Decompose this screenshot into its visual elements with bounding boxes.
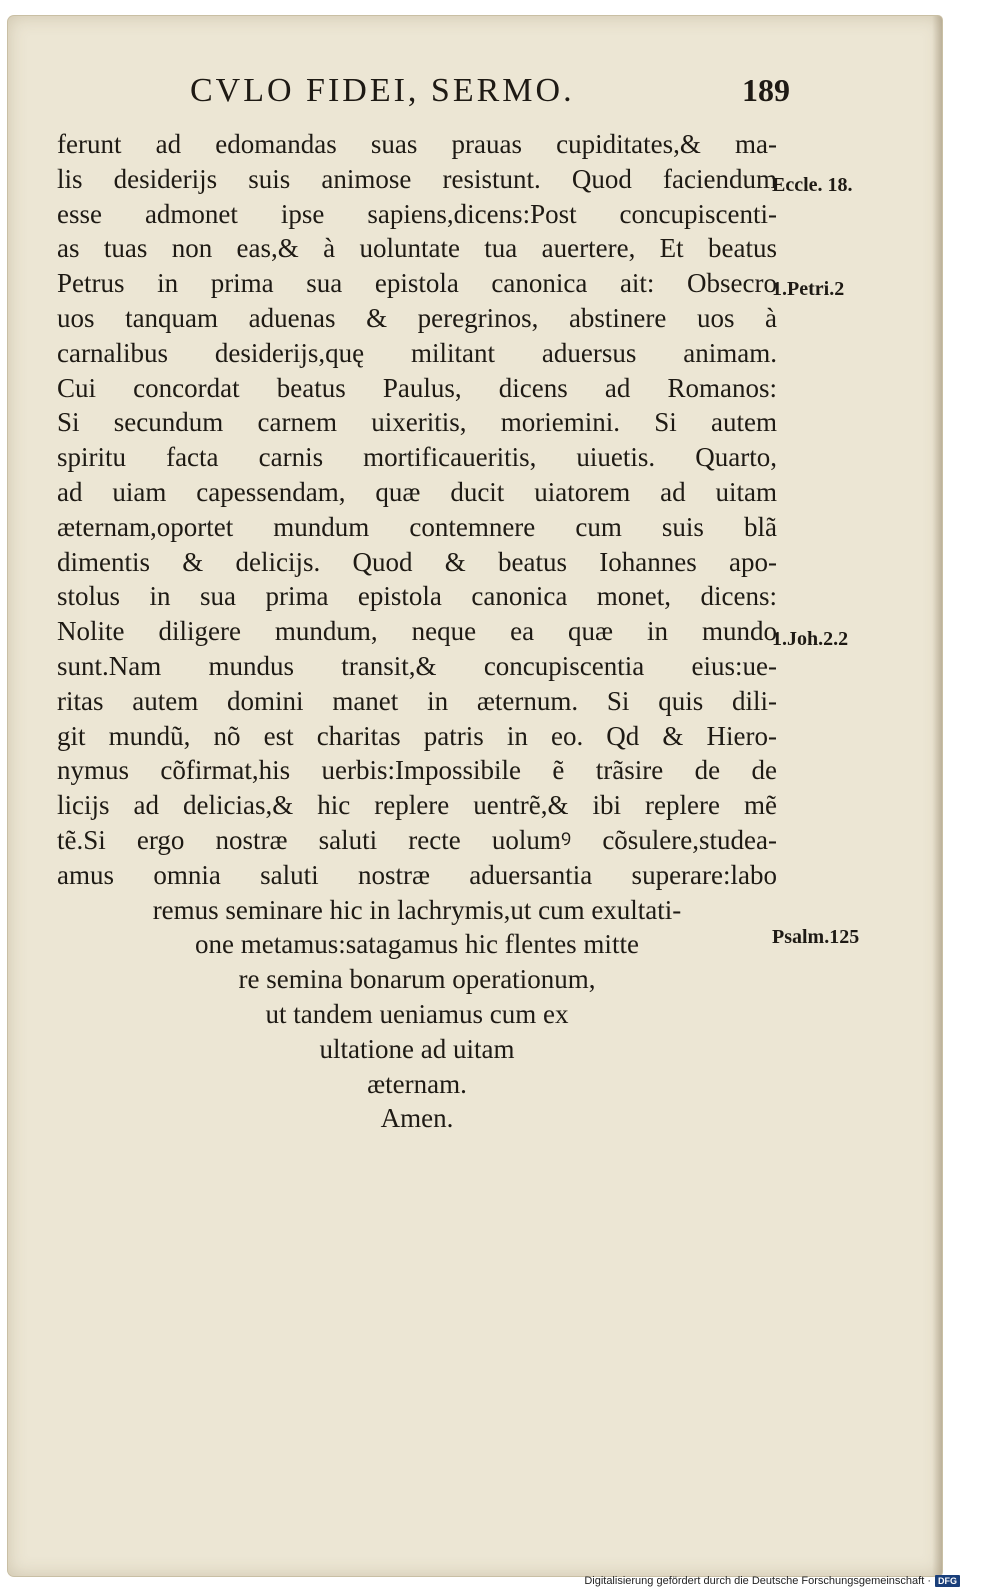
page-edge-shadow [932,16,942,1576]
tail-line: one metamus:satagamus hic flentes mitte [195,929,639,960]
text-line: ferunt ad edomandas suas prauas cupiditates,& ma- [57,129,777,159]
tail-line: Amen. [380,1103,454,1134]
tail-line: æternam. [367,1068,467,1099]
tail-line: ut tandem ueniamus cum ex [265,998,569,1029]
text-line: git mundũ, nõ est charitas patris in eo. Qd & Hiero- [57,720,777,751]
digitization-credit [584,1575,960,1587]
text-line: as tuas non eas,& à uoluntate tua auertere, Et beatus [57,233,777,264]
marginal-reference: Eccle. 18. [772,174,853,196]
running-title: CVLO FIDEI, SERMO. [190,72,575,109]
text-line: tẽ.Si ergo nostræ saluti recte uolumꝰ cõsulere,studea- [57,824,777,855]
tail-line: re semina bonarum operationum, [238,964,596,995]
text-line: sunt.Nam mundus transit,& concupiscentia eius:ue- [57,650,777,681]
credit-text: Digitalisierung gefördert durch die Deutsche Forschungsgemeinschaft · [584,1575,931,1587]
tail-line: ultatione ad uitam [319,1033,515,1064]
text-line: lis desiderijs suis animose resistunt. Quod faciendum [57,163,777,194]
body-text [57,127,777,1136]
page-number: 189 [742,72,790,108]
text-line: Cui concordat beatus Paulus, dicens ad Romanos: [57,372,777,403]
marginal-reference: Psalm.125 [772,926,860,948]
running-head [190,72,790,112]
text-line: æternam,oportet mundum contemnere cum suis blã [57,511,777,542]
marginal-reference: 1.Petri.2 [772,278,845,300]
text-line: carnalibus desiderijs,quę militant aduersus animam. [57,337,777,368]
text-line: uos tanquam aduenas & peregrinos, abstinere uos à [57,302,777,333]
dfg-logo: DFG [935,1575,960,1587]
text-line: ritas autem domini manet in æternum. Si quis dili- [57,685,777,716]
text-line: Nolite diligere mundum, neque ea quæ in mundo [57,616,777,647]
text-line: dimentis & delicijs. Quod & beatus Iohannes apo- [57,546,777,577]
text-line: ad uiam capessendam, quæ ducit uiatorem ad uitam [57,476,777,507]
text-line: esse admonet ipse sapiens,dicens:Post concupiscenti- [57,198,777,229]
marginal-reference: 1.Joh.2.2 [772,628,849,650]
text-line: licijs ad delicias,& hic replere uentrẽ,& ibi replere mẽ [57,790,777,821]
text-line: Si secundum carnem uixeritis, moriemini. Si autem [57,407,777,438]
text-line: stolus in sua prima epistola canonica monet, dicens: [57,581,777,612]
text-line: amus omnia saluti nostræ aduersantia superare:labo [57,859,777,890]
text-line: spiritu facta carnis mortificaueritis, uiuetis. Quarto, [57,442,777,473]
text-line: Petrus in prima sua epistola canonica ait: Obsecro [57,268,777,299]
text-line: nymus cõfirmat,his uerbis:Impossibile ẽ trãsire de de [57,755,777,786]
tail-line: remus seminare hic in lachrymis,ut cum exultati- [152,894,682,925]
